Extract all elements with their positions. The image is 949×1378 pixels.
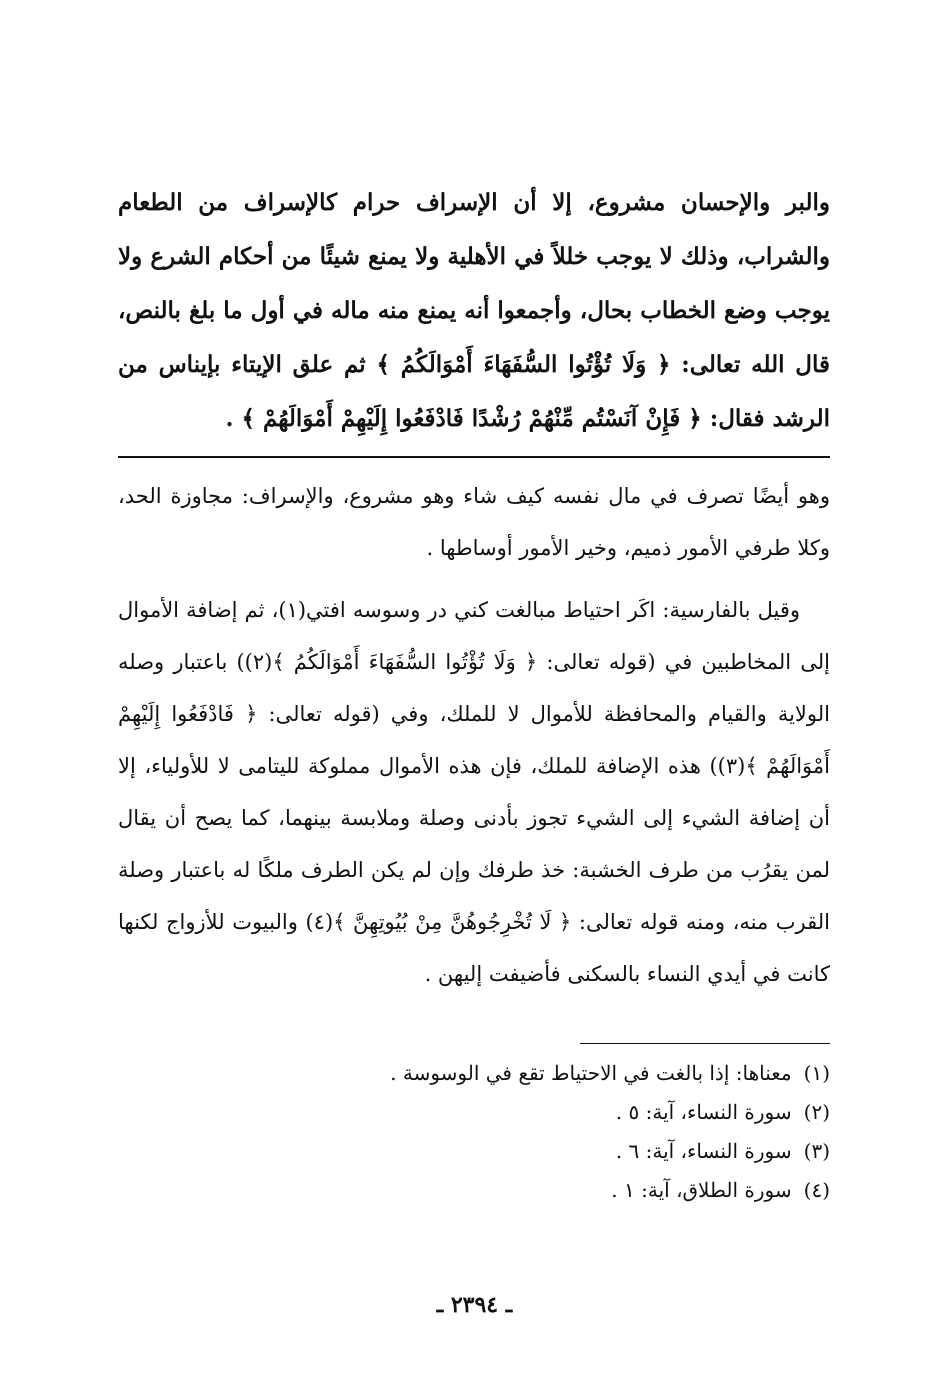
page-number: ـ ٢٣٩٤ ـ — [436, 1292, 513, 1318]
main-text-paragraph: والبر والإحسان مشروع، إلا أن الإسراف حرام كالإسراف من الطعام والشراب، وذلك لا يوجب خللاً في الأهلية ولا يمنع شيئًا من أحكام الشرع ولا يوجب وضع الخطاب بحال، وأجمعوا أنه يمنع منه ماله في أول ما بلغ بالنص، قال الله تعالى: ﴿ وَلَا تُؤْتُوا السُّفَهَاءَ أَمْوَالَكُمُ ﴾ ثم علق الإيتاء بإيناس من الرشد فقال: ﴿ فَإِنْ آنَسْتُم مِّنْهُمْ رُشْدًا فَادْفَعُوا إِلَيْهِمْ أَمْوَالَهُمْ ﴾ . — [118, 189, 830, 432]
footnote-3 — [300, 1132, 830, 1171]
commentary-paragraph-2: وقيل بالفارسية: اكَر احتياط مبالغت كني در وسوسه افتي(١)، ثم إضافة الأموال إلى المخاطبين في (قوله تعالى: ﴿ وَلَا تُؤْتُوا السُّفَهَاءَ أَمْوَالَكُمُ ﴾(٢)) باعتبار وصله الولاية والقيام والمحافظة للأموال لا للملك، وفي (قوله تعالى: ﴿ فَادْفَعُوا إِلَيْهِمْ أَمْوَالَهُمْ ﴾(٣)) هذه الإضافة للملك، فإن هذه الأموال مملوكة لليتامى لا للأولياء، إلا أن إضافة الشيء إلى الشيء تجوز بأدنى وصلة وملابسة بينهما، كما يصح أن يقال لمن يقرُب من طرف الخشبة: خذ طرفك وإن لم يكن الطرف ملكًا له باعتبار وصلة القرب منه، ومنه قوله تعالى: ﴿ لَا تُخْرِجُوهُنَّ مِنْ بُيُوتِهِنَّ ﴾(٤) والبيوت للأزواج لكنها كانت في أيدي النساء بالسكنى فأضيفت إليهن . — [118, 598, 830, 986]
commentary-paragraph-1: وهو أيضًا تصرف في مال نفسه كيف شاء وهو مشروع، والإسراف: مجاوزة الحد، وكلا طرفي الأمور ذميم، وخير الأمور أوساطها . — [118, 484, 830, 560]
commentary-section — [118, 470, 830, 1000]
footnote-text: سورة النساء، آية: ٦ . — [615, 1139, 792, 1163]
footnote-number: (٣) — [803, 1139, 830, 1163]
footnote-text: سورة النساء، آية: ٥ . — [615, 1100, 792, 1124]
footnote-divider — [580, 1043, 830, 1044]
footnote-4 — [300, 1171, 830, 1210]
main-commentary-divider — [118, 456, 830, 458]
footnote-number: (٤) — [803, 1178, 830, 1202]
footnotes-list — [300, 1054, 830, 1210]
footnote-text: معناها: إذا بالغت في الاحتياط تقع في الوسوسة . — [390, 1061, 792, 1085]
footnote-number: (٢) — [803, 1100, 830, 1124]
footnote-1 — [300, 1054, 830, 1093]
footnote-number: (١) — [803, 1061, 830, 1085]
footnote-2 — [300, 1093, 830, 1132]
footnote-text: سورة الطلاق، آية: ١ . — [611, 1178, 792, 1202]
